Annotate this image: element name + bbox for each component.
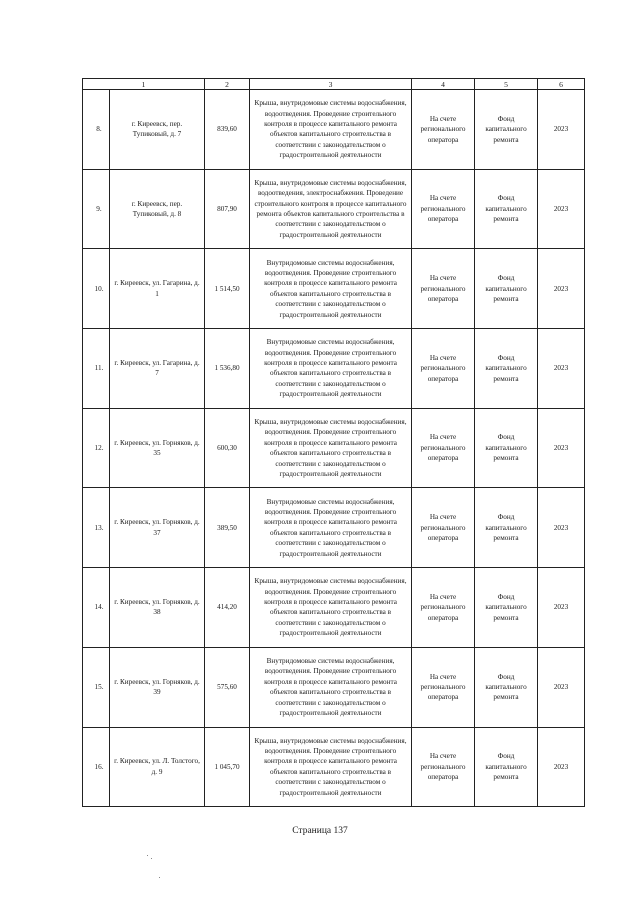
works-description-cell: Крыша, внутридомовые системы водоснабжения, водоотведения. Проведение строительного контроля в процессе капитального ремонта объектов капитального строительства в соответствии с законодательством о градостроительной деятельности (250, 727, 412, 807)
table-row (83, 329, 585, 409)
year-cell: 2023 (538, 329, 585, 409)
row-number-cell: 13. (83, 488, 110, 568)
funding-source-cell: Фонд капитального ремонта (475, 727, 538, 807)
area-cell: 600,30 (205, 408, 250, 488)
funding-source-cell: Фонд капитального ремонта (475, 90, 538, 170)
area-cell: 1 045,70 (205, 727, 250, 807)
works-description-cell: Крыша, внутридомовые системы водоснабжения, водоотведения. Проведение строительного контроля в процессе капитального ремонта объектов капитального строительства в соответствии с законодательством о градостроительной деятельности (250, 568, 412, 648)
year-cell: 2023 (538, 488, 585, 568)
address-cell: г. Киреевск, ул. Гагарина, д. 7 (110, 329, 205, 409)
area-cell: 575,60 (205, 647, 250, 727)
account-type-cell: На счете регионального оператора (412, 90, 475, 170)
scan-speck (151, 858, 152, 859)
table-row (83, 249, 585, 329)
address-cell: г. Киреевск, пер. Тупиковый, д. 8 (110, 169, 205, 249)
table-body (83, 90, 585, 807)
account-type-cell: На счете регионального оператора (412, 329, 475, 409)
address-cell: г. Киреевск, ул. Горняков, д. 37 (110, 488, 205, 568)
page-number: Страница 137 (292, 826, 348, 836)
table-row (83, 408, 585, 488)
year-cell: 2023 (538, 647, 585, 727)
address-cell: г. Киреевск, ул. Горняков, д. 35 (110, 408, 205, 488)
works-description-cell: Крыша, внутридомовые системы водоснабжения, водоотведения. Проведение строительного контроля в процессе капитального ремонта объектов капитального строительства в соответствии с законодательством о градостроительной деятельности (250, 90, 412, 170)
table-row (83, 488, 585, 568)
column-header-6: 6 (538, 79, 585, 90)
table-row (83, 90, 585, 170)
row-number-cell: 11. (83, 329, 110, 409)
account-type-cell: На счете регионального оператора (412, 727, 475, 807)
address-cell: г. Киреевск, ул. Гагарина, д. 1 (110, 249, 205, 329)
funding-source-cell: Фонд капитального ремонта (475, 647, 538, 727)
table-header-row (83, 79, 585, 90)
year-cell: 2023 (538, 169, 585, 249)
row-number-cell: 16. (83, 727, 110, 807)
area-cell: 414,20 (205, 568, 250, 648)
table-row (83, 647, 585, 727)
works-description-cell: Внутридомовые системы водоснабжения, водоотведения. Проведение строительного контроля в процессе капитального ремонта объектов капитального строительства в соответствии с законодательством о градостроительной деятельности (250, 488, 412, 568)
address-cell: г. Киреевск, пер. Тупиковый, д. 7 (110, 90, 205, 170)
account-type-cell: На счете регионального оператора (412, 169, 475, 249)
account-type-cell: На счете регионального оператора (412, 647, 475, 727)
row-number-cell: 14. (83, 568, 110, 648)
funding-source-cell: Фонд капитального ремонта (475, 169, 538, 249)
row-number-cell: 15. (83, 647, 110, 727)
scan-speck (159, 877, 160, 878)
works-description-cell: Внутридомовые системы водоснабжения, водоотведения. Проведение строительного контроля в процессе капитального ремонта объектов капитального строительства в соответствии с законодательством о градостроительной деятельности (250, 329, 412, 409)
area-cell: 839,60 (205, 90, 250, 170)
area-cell: 389,50 (205, 488, 250, 568)
table-row (83, 169, 585, 249)
area-cell: 807,90 (205, 169, 250, 249)
account-type-cell: На счете регионального оператора (412, 408, 475, 488)
area-cell: 1 514,50 (205, 249, 250, 329)
address-cell: г. Киреевск, ул. Л. Толстого, д. 9 (110, 727, 205, 807)
funding-source-cell: Фонд капитального ремонта (475, 329, 538, 409)
address-cell: г. Киреевск, ул. Горняков, д. 39 (110, 647, 205, 727)
row-number-cell: 10. (83, 249, 110, 329)
works-description-cell: Крыша, внутридомовые системы водоснабжения, водоотведения, электроснабжения. Проведение строительного контроля в процессе капитального ремонта объектов капитального строительства в соответствии с законодательством о градостроительной деятельности (250, 169, 412, 249)
table-row (83, 727, 585, 807)
column-header-3: 3 (250, 79, 412, 90)
funding-source-cell: Фонд капитального ремонта (475, 488, 538, 568)
works-description-cell: Внутридомовые системы водоснабжения, водоотведения. Проведение строительного контроля в процессе капитального ремонта объектов капитального строительства в соответствии с законодательством о градостроительной деятельности (250, 647, 412, 727)
funding-source-cell: Фонд капитального ремонта (475, 408, 538, 488)
column-header-1: 1 (83, 79, 205, 90)
year-cell: 2023 (538, 249, 585, 329)
year-cell: 2023 (538, 568, 585, 648)
account-type-cell: На счете регионального оператора (412, 249, 475, 329)
funding-source-cell: Фонд капитального ремонта (475, 249, 538, 329)
scan-speck (147, 855, 148, 856)
funding-source-cell: Фонд капитального ремонта (475, 568, 538, 648)
account-type-cell: На счете регионального оператора (412, 568, 475, 648)
year-cell: 2023 (538, 90, 585, 170)
works-description-cell: Внутридомовые системы водоснабжения, водоотведения. Проведение строительного контроля в процессе капитального ремонта объектов капитального строительства в соответствии с законодательством о градостроительной деятельности (250, 249, 412, 329)
row-number-cell: 12. (83, 408, 110, 488)
row-number-cell: 8. (83, 90, 110, 170)
column-header-2: 2 (205, 79, 250, 90)
area-cell: 1 536,80 (205, 329, 250, 409)
works-description-cell: Крыша, внутридомовые системы водоснабжения, водоотведения. Проведение строительного контроля в процессе капитального ремонта объектов капитального строительства в соответствии с законодательством о градостроительной деятельности (250, 408, 412, 488)
table-row (83, 568, 585, 648)
row-number-cell: 9. (83, 169, 110, 249)
column-header-5: 5 (475, 79, 538, 90)
year-cell: 2023 (538, 408, 585, 488)
works-table (82, 78, 585, 807)
year-cell: 2023 (538, 727, 585, 807)
account-type-cell: На счете регионального оператора (412, 488, 475, 568)
column-header-4: 4 (412, 79, 475, 90)
address-cell: г. Киреевск, ул. Горняков, д. 38 (110, 568, 205, 648)
